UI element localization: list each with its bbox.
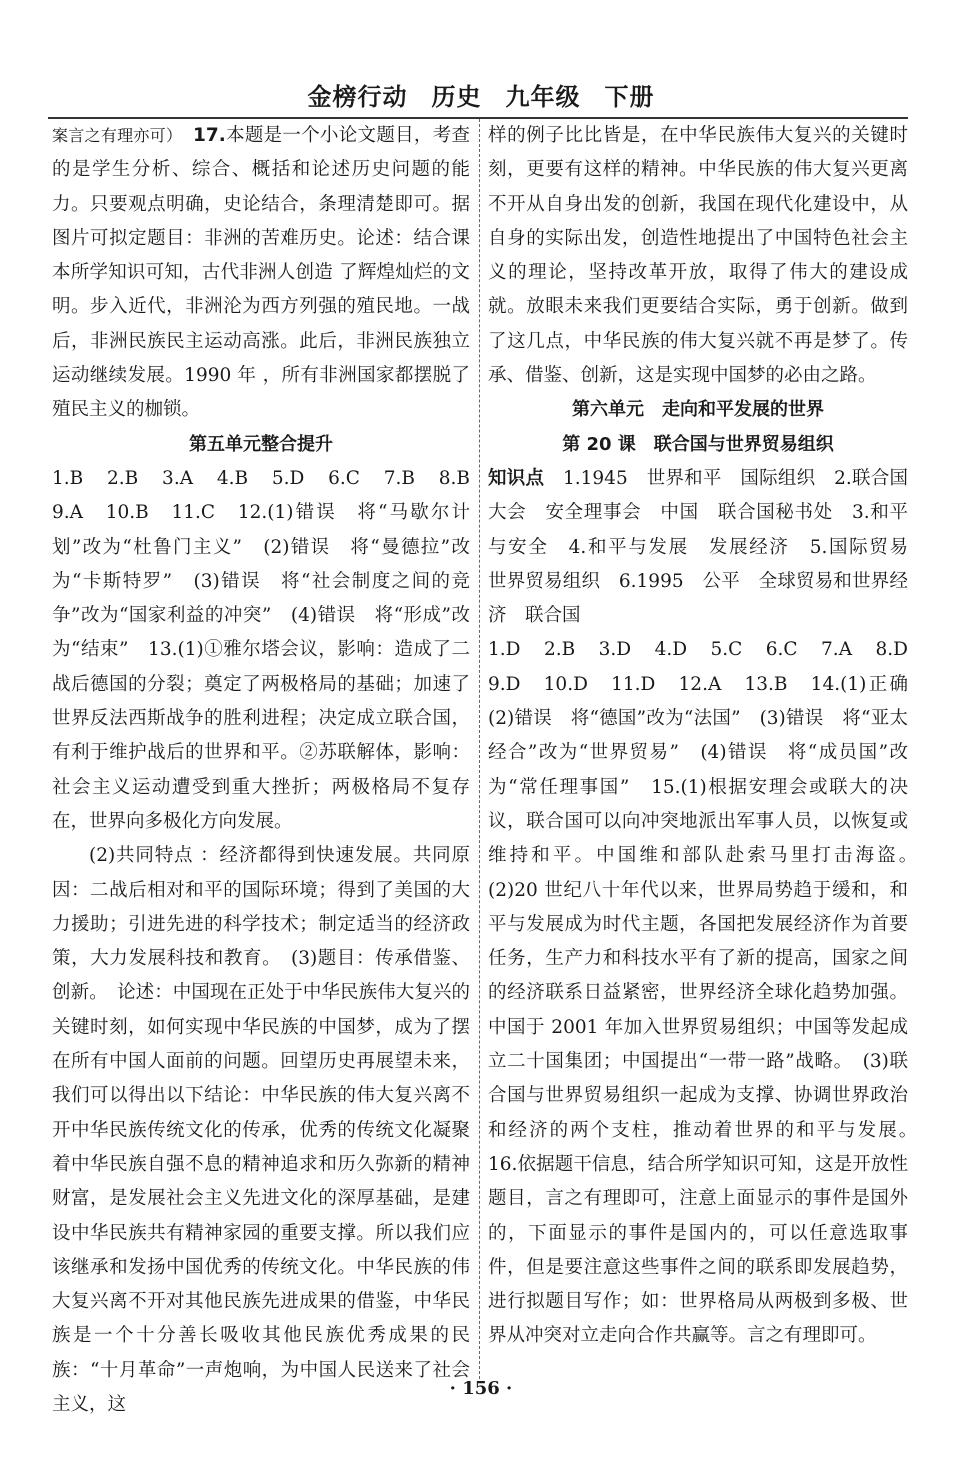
unit6-title: 第六单元 走向和平发展的世界 [572,399,824,421]
header-book-title: 金榜行动 [307,82,408,111]
question-17-number: 17. [193,125,226,146]
lesson20-answers: 1.D 2.B 3.D 4.D 5.C 6.C 7.A 8.D 9.D 10.D 11.D 12.A 13.B 14.(1)正确 (2)错误 将“德国”改为“法国” (3)错误 将“亚太经合”改为“世界贸易” (4)错误 将“成员国”改为“常任理事国” 15.(1)根据安理会或联大的决议，联合国可以向冲突地派出军事人员，以恢复或维持和平。中国维和部队赴索马里打击海盗。 (2)20 世纪八十年代以来，世界局势趋于缓和，和平与发展成为时代主题，各国把发展经济作为首要任务，生产力和科技水平有了新的提高，国家之间的经济联系日益紧密，世界经济全球化趋势加强。中国于 2001 年加入世界贸易组织；中国等发起成立二十国集团；中国提出“一带一路”战略。 (3)联合国与世界贸易组织一起成为支撑、协调世界政治和经济的两个支柱，推动着世界的和平与发展。 16.依据题干信息，结合所学知识可知，这是开放性题目，言之有理即可，注意上面显示的事件是国外的，下面显示的事件是国内的，可以任意选取事件，但是要注意这些事件之间的联系即发展趋势，进行拟题目写作；如：世界格局从两极到多极、世界从冲突对立走向合作共赢等。言之有理即可。 [488,639,927,1347]
header-volume: 下册 [604,82,655,111]
running-header [0,80,962,114]
knowledge-text: 1.1945 世界和平 国际组织 2.联合国大会 安全理事会 中国 联合国秘书处 3.和平与安全 4.和平与发展 发展经济 5.国际贸易 世界贸易组织 6.1995 公平 全球贸易和世界经济 联合国 [488,467,927,627]
header-grade: 九年级 [505,82,581,111]
header-subject: 历史 [431,82,482,111]
unit5-answers: 1.B 2.B 3.A 4.B 5.D 6.C 7.B 8.B 9.A 10.B 11.C 12.(1)错误 将“马歇尔计划”改为“杜鲁门主义” (2)错误 将“曼德拉”改为“卡斯特罗” (3)错误 将“社会制度之间的竞争”改为“国家利益的冲突” (4)错误 将“形成”改为“结束” 13.(1)①雅尔塔会议，影响：造成了二战后德国的分裂；奠定了两极格局的基础；加速了世界反法西斯战争的胜利进程；决定成立联合国，有利于维护战后的世界和平。②苏联解体，影响：社会主义运动遭受到重大挫折；两极格局不复存在，世界向多极化方向发展。 [52,467,489,832]
right-column [488,119,927,1378]
left-paragraph-2: (2)共同特点 ：经济都得到快速发展。共同原因：二战后相对和平的国际环境；得到了美国的大力援助；引进先进的科学技术；制定适当的经济政策，大力发展科技和教育。 (3)题目：传承借鉴、创新。 论述：中国现在正处于中华民族伟大复兴的关键时刻，如何实现中华民族的中国梦，成为了摆在所有中国人面前的问题。回望历史再展望未来，我们可以得出以下结论：中华民族的伟大复兴离不开中华民族传统文化的传承，优秀的传统文化凝聚着中华民族自强不息的精神追求和历久弥新的精神财富，是发展社会主义先进文化的深厚基础，是建设中华民族共有精神家园的重要支撑。所以我们应该继承和发扬中国优秀的传统文化。中华民族的伟大复兴离不开对其他民族先进成果的借鉴，中华民族是一个十分善长吸收其他民族优秀成果的民族：“十月革命”一声炮响，为中国人民送来了社会主义，这 [52,845,470,1415]
column-divider [479,119,480,1379]
right-paragraph-1: 样的例子比比皆是，在中华民族伟大复兴的关键时刻，更要有这样的精神。中华民族的伟大复兴更离不开从自身出发的创新，我国在现代化建设中，从自身的实际出发，创造性地提出了中国特色社会主义的理论，坚持改革开放，取得了伟大的建设成就。放眼未来我们更要结合实际，勇于创新。做到了这几点，中华民族的伟大复兴就不再是梦了。传承、借鉴、创新，这是实现中国梦的必由之路。 [488,125,908,387]
page-number: · 156 · [449,1378,513,1399]
knowledge-points [488,462,927,633]
knowledge-label: 知识点 [488,467,545,489]
left-paragraph-1 [52,119,470,428]
left-p1-body: 本题是一个小论文题目，考查的是学生分析、综合、概括和论述历史问题的能力。只要观点明确，史论结合，条理清楚即可。据图片可拟定题目：非洲的苦难历史。论述：结合课本所学知识可知，古代非洲人创造 了辉煌灿烂的文明。步入近代，非洲沦为西方列强的殖民地。一战后，非洲民族民主运动高涨。此后，非洲民族独立运动继续发展。1990 年 ，所有非洲国家都摆脱了殖民主义的枷锁。 [52,125,470,421]
left-p1-lead: 案言之有理亦可） [52,126,175,145]
unit5-title: 第五单元整合提升 [189,433,333,455]
lesson20-title: 第 20 课 联合国与世界贸易组织 [562,433,834,455]
